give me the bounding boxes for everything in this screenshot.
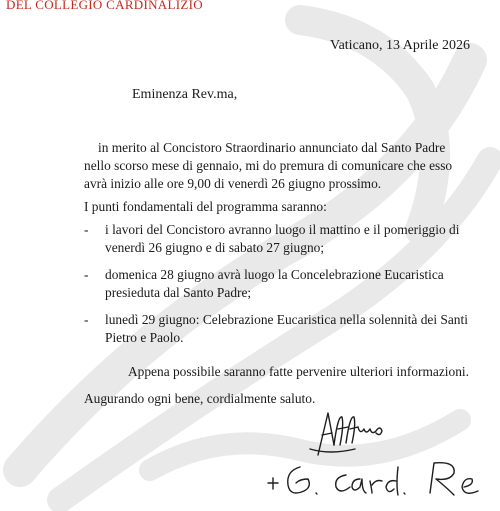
list-item-text: lunedì 29 giugno: Celebrazione Eucaristica nella solennità dei Santi Pietro e Paolo. [105, 312, 468, 345]
list-item-text: domenica 28 giugno avrà luogo la Concelebrazione Eucaristica presieduta dal Santo Padre; [105, 267, 444, 300]
intro-paragraph: in merito al Concistoro Straordinario annunciato dal Santo Padre nello scorso mese di gennaio, mi do premura di comunicare che esso avrà inizio alle ore 9,00 di venerdì 26 giugno prossimo. [84, 140, 453, 191]
closing-info: Appena possibile saranno fatte pervenire ulteriori informazioni. [128, 364, 469, 379]
handwritten-signature [260, 405, 500, 511]
closing-greeting: Augurando ogni bene, cordialmente saluto. [84, 391, 316, 406]
list-bullet: - [84, 312, 89, 327]
list-item [84, 221, 484, 257]
list-bullet: - [84, 267, 89, 282]
program-list [84, 221, 484, 356]
list-bullet: - [84, 222, 89, 237]
list-item-text: i lavori del Concistoro avranno luogo il mattino e il pomeriggio di venerdì 26 giugno e di sabato 27 giugno; [105, 222, 460, 255]
salutation: Eminenza Rev.ma, [132, 87, 238, 102]
list-item [84, 311, 484, 347]
program-intro: I punti fondamentali del programma saranno: [84, 199, 327, 214]
letter-date: Vaticano, 13 Aprile 2026 [330, 38, 470, 53]
letterhead: DEL COLLEGIO CARDINALIZIO [6, 0, 203, 12]
list-item [84, 266, 484, 302]
